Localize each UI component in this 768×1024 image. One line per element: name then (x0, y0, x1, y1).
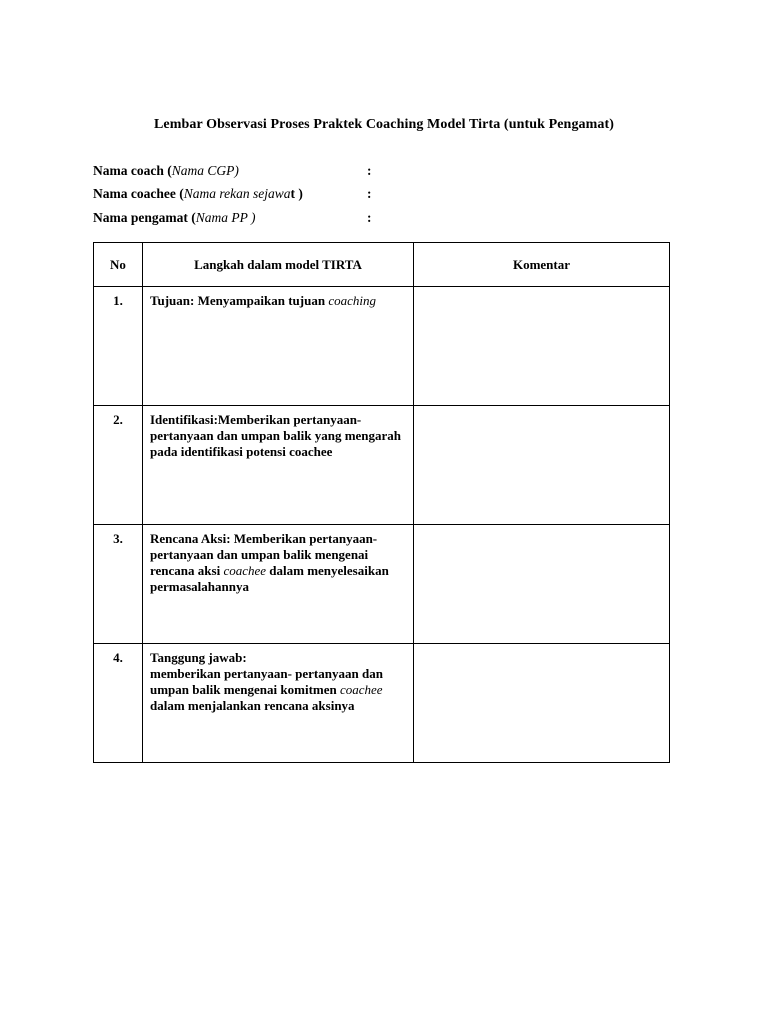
row-number: 3. (94, 525, 143, 644)
row-number: 1. (94, 287, 143, 406)
comment-cell[interactable] (414, 525, 670, 644)
step-description (143, 287, 414, 406)
step-description (143, 525, 414, 644)
field-label: Nama pengamat ( (93, 210, 196, 225)
comment-cell[interactable] (414, 406, 670, 525)
field-suffix: t ) (290, 186, 303, 201)
document-title: Lembar Observasi Proses Praktek Coaching Model Tirta (untuk Pengamat) (153, 117, 615, 132)
step-text: dalam menyelesaikan permasalahannya (150, 563, 389, 594)
table-header-row (94, 243, 670, 287)
table-row (94, 525, 670, 644)
field-colon: : (367, 210, 372, 225)
step-text: Tanggung jawab: (150, 650, 247, 665)
row-number: 2. (94, 406, 143, 525)
field-label: Nama coach ( (93, 163, 172, 178)
field-nama-coachee (93, 186, 372, 202)
step-text: Rencana Aksi: Memberikan pertanyaan- pertanyaan dan umpan balik mengenai rencana aksi (150, 531, 378, 578)
step-text: memberikan pertanyaan- pertanyaan dan umpan balik mengenai komitmen (150, 666, 383, 697)
step-text: dalam menjalankan rencana aksinya (150, 698, 355, 713)
comment-cell[interactable] (414, 287, 670, 406)
step-text: Tujuan: Menyampaikan tujuan (150, 293, 329, 308)
table-row (94, 287, 670, 406)
step-text: coachee (339, 682, 383, 697)
field-label: Nama coachee ( (93, 186, 184, 201)
step-description (143, 406, 414, 525)
row-number: 4. (94, 644, 143, 763)
field-hint: Nama PP ) (195, 210, 256, 225)
table-row (94, 406, 670, 525)
field-nama-pengamat (93, 210, 372, 226)
step-text: coachee (223, 563, 267, 578)
field-hint: Nama CGP) (171, 163, 239, 178)
table-body (94, 287, 670, 763)
step-text: Identifikasi:Memberikan pertanyaan- pertanyaan dan umpan balik yang mengarah pada identifikasi potensi coachee (150, 412, 402, 459)
header-step: Langkah dalam model TIRTA (143, 243, 414, 287)
field-hint: Nama rekan sejawa (183, 186, 291, 201)
field-colon: : (367, 186, 372, 201)
field-nama-coach (93, 163, 372, 179)
header-comment: Komentar (414, 243, 670, 287)
comment-cell[interactable] (414, 644, 670, 763)
table-row (94, 644, 670, 763)
observation-table (93, 242, 670, 763)
step-text: coaching (328, 293, 376, 308)
step-description (143, 644, 414, 763)
field-colon: : (367, 163, 372, 178)
header-no: No (94, 243, 143, 287)
